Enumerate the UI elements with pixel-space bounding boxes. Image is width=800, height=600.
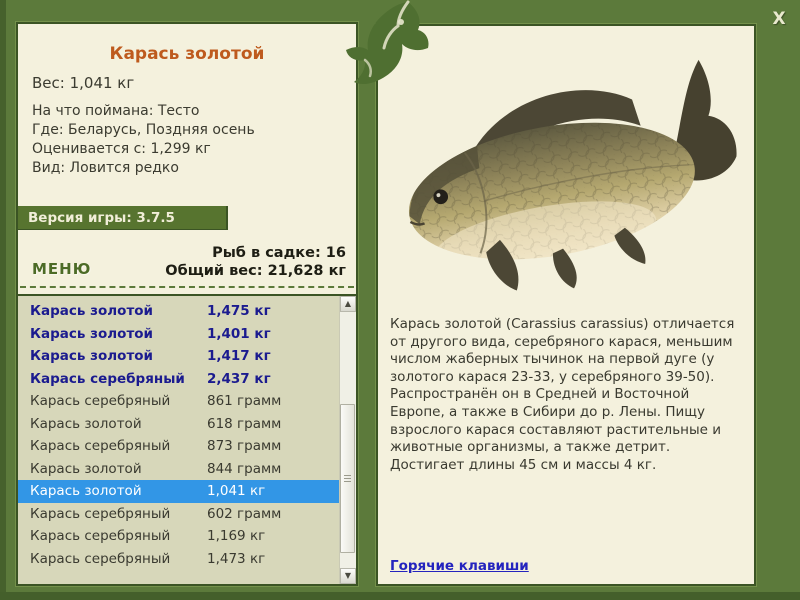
fish-name: Карась серебряный: [30, 550, 171, 567]
close-button[interactable]: X: [772, 9, 786, 29]
carp-image: [390, 38, 742, 296]
fish-title: Карась золотой: [109, 44, 265, 64]
fish-list-row[interactable]: [18, 435, 339, 458]
detail-bait: На что поймана: Тесто: [32, 103, 200, 119]
scroll-down-icon[interactable]: ▼: [340, 568, 356, 584]
fish-weight: 1,473 кг: [207, 550, 266, 567]
fish-name: Карась серебряный: [30, 438, 171, 455]
fish-name: Карась серебряный: [30, 393, 171, 410]
fish-weight-line: Вес: 1,041 кг: [32, 74, 135, 92]
fish-list: [16, 294, 358, 586]
creel-info-row: [32, 244, 346, 280]
game-version-bar: Версия игры: 3.7.5: [18, 206, 228, 230]
fish-weight: 873 грамм: [207, 438, 282, 455]
detail-valued-from: Оценивается с: 1,299 кг: [32, 141, 211, 157]
creel-totals: [165, 244, 346, 280]
detail-place: Где: Беларусь, Поздняя осень: [32, 122, 255, 138]
fish-photo: [378, 26, 754, 308]
scrollbar-track[interactable]: [340, 312, 356, 568]
fish-list-row[interactable]: [18, 525, 339, 548]
fish-name: Карась серебряный: [30, 528, 171, 545]
dashed-separator: [20, 286, 354, 288]
fish-list-row[interactable]: [18, 503, 339, 526]
fish-details: [32, 102, 356, 178]
screen-edge-shade-left: [0, 0, 6, 600]
fish-weight: 844 грамм: [207, 460, 282, 477]
fish-name: Карась золотой: [30, 303, 153, 320]
fish-weight: 602 грамм: [207, 505, 282, 522]
fish-list-row[interactable]: [18, 323, 339, 346]
fish-weight: 1,475 кг: [207, 303, 271, 320]
catch-info-panel: [16, 22, 358, 586]
fish-name: Карась золотой: [30, 483, 142, 500]
fish-weight: 861 грамм: [207, 393, 282, 410]
hotkeys-link[interactable]: Горячие клавиши: [390, 558, 529, 574]
fish-list-scrollbar[interactable]: [339, 296, 356, 584]
fish-weight: 1,041 кг: [207, 483, 266, 500]
scrollbar-grip: [344, 478, 351, 479]
screen-edge-shade-bottom: [0, 592, 800, 600]
fish-weight: 618 грамм: [207, 415, 282, 432]
creel-fish-count: Рыб в садке: 16: [212, 245, 346, 261]
fish-list-row[interactable]: [18, 368, 339, 391]
fish-list-rows: [18, 296, 339, 584]
fish-name: Карась серебряный: [30, 505, 171, 522]
fish-name: Карась золотой: [30, 348, 153, 365]
fish-list-row[interactable]: [18, 390, 339, 413]
creel-total-weight: Общий вес: 21,628 кг: [165, 263, 346, 279]
fish-list-row[interactable]: [18, 458, 339, 481]
fish-list-row[interactable]: [18, 413, 339, 436]
fish-weight: 2,437 кг: [207, 370, 271, 387]
fish-weight: 1,417 кг: [207, 348, 271, 365]
scrollbar-thumb[interactable]: [340, 404, 355, 552]
fish-ornament-icon: [338, 0, 432, 90]
menu-button[interactable]: МЕНЮ: [32, 260, 92, 278]
detail-rarity: Вид: Ловится редко: [32, 160, 179, 176]
fish-weight: 1,401 кг: [207, 325, 271, 342]
fish-list-row[interactable]: [18, 300, 339, 323]
fish-weight: 1,169 кг: [207, 528, 266, 545]
fish-description-panel: [376, 24, 756, 586]
fish-list-row[interactable]: [18, 345, 339, 368]
fish-list-row[interactable]: [18, 548, 339, 571]
fish-name: Карась золотой: [30, 460, 142, 477]
scroll-up-icon[interactable]: ▲: [340, 296, 356, 312]
fish-name: Карась золотой: [30, 325, 153, 342]
fish-name: Карась золотой: [30, 415, 142, 432]
fish-description-text: Карась золотой (Carassius carassius) отличается от другого вида, серебряного карася, меньшим числом жаберных тычинок на первой дуге (у золотого карася 23-33, у серебряного 39-50). Распространён он в Средней и Восточной Европе, а также в Сибири до р. Лены. Пищу взрослого карася составляют растительные и животные организмы, а также детрит. Достигает длины 45 см и массы 4 кг.: [390, 316, 735, 473]
fish-list-row[interactable]: [18, 480, 339, 503]
fish-name: Карась серебряный: [30, 370, 185, 387]
